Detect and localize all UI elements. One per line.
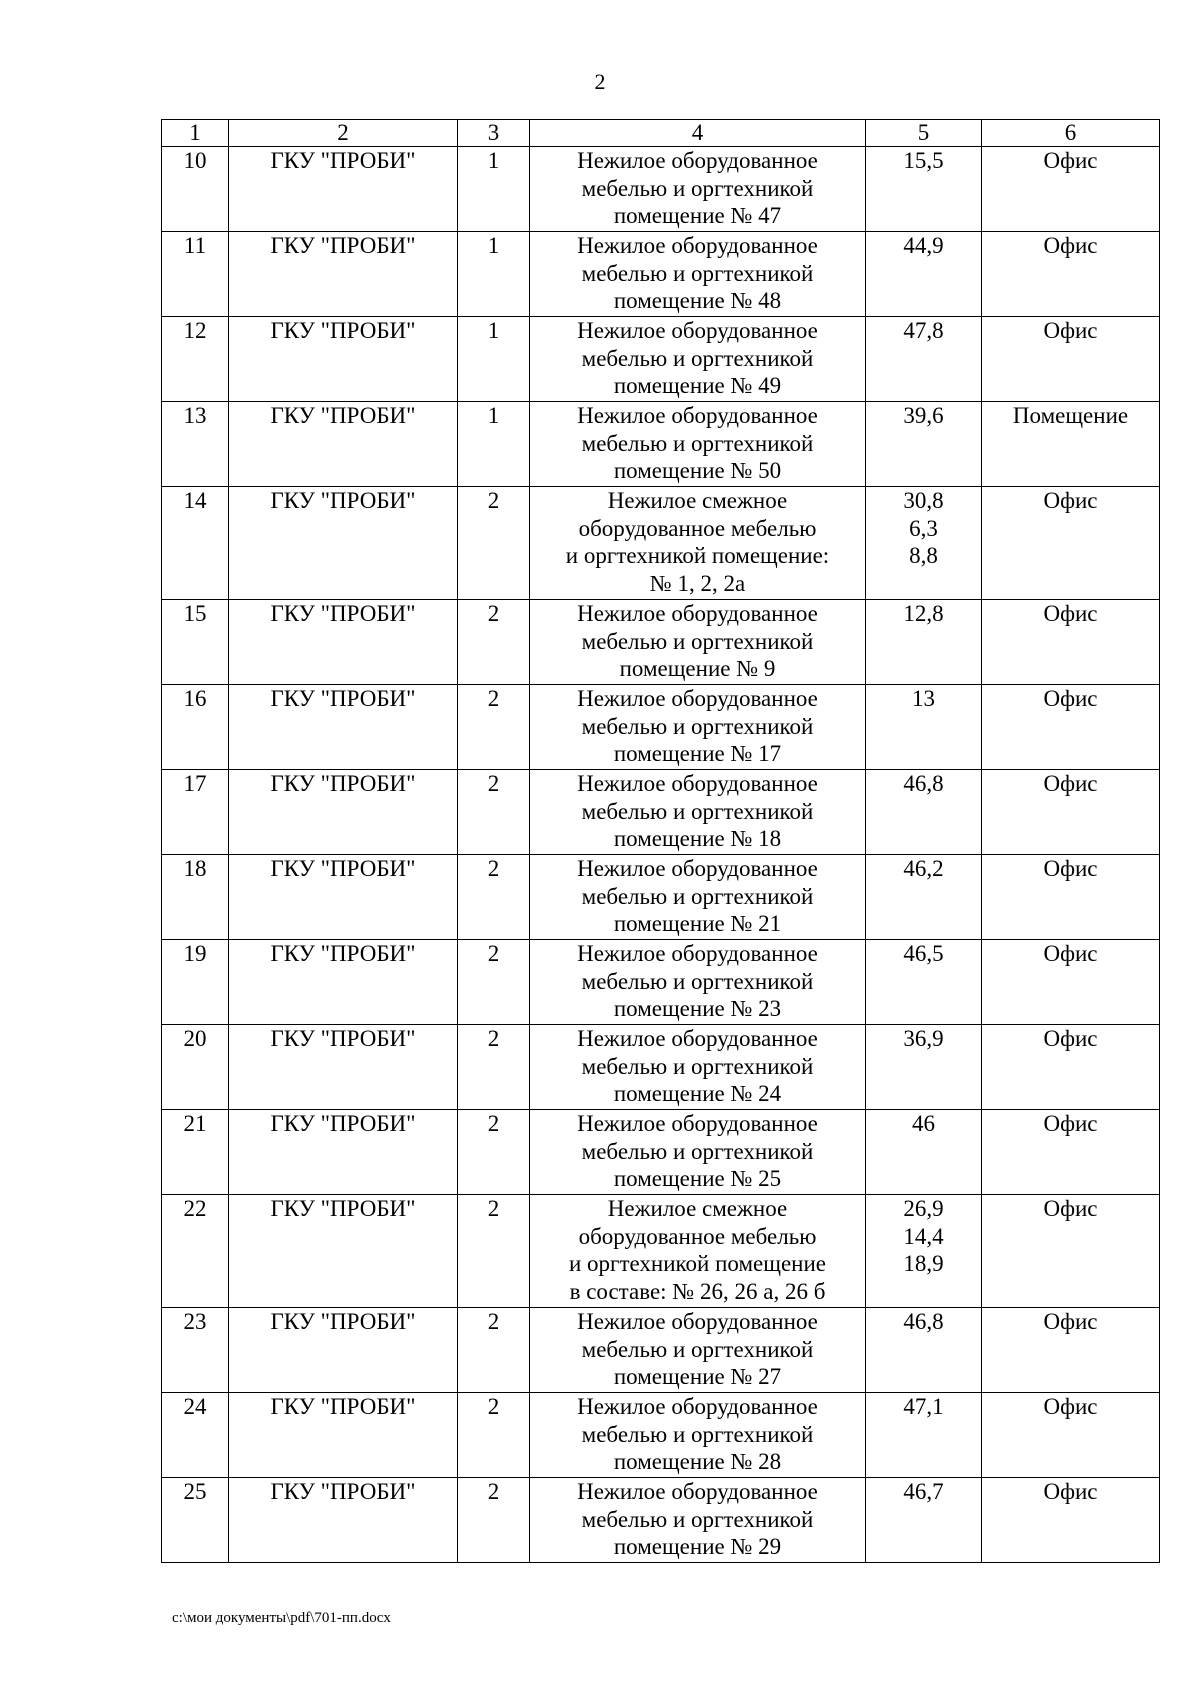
cell-description: Нежилое оборудованное мебелью и оргтехникой помещение № 29 [530,1478,866,1563]
cell-area: 46,8 [866,770,982,855]
cell-organization: ГКУ "ПРОБИ" [229,1195,458,1308]
cell-number: 11 [162,232,229,317]
cell-description: Нежилое оборудованное мебелью и оргтехникой помещение № 28 [530,1393,866,1478]
cell-number: 18 [162,855,229,940]
cell-area: 15,5 [866,147,982,232]
cell-number: 16 [162,685,229,770]
cell-description: Нежилое оборудованное мебелью и оргтехникой помещение № 9 [530,600,866,685]
cell-organization: ГКУ "ПРОБИ" [229,1110,458,1195]
table-row [162,232,1160,317]
cell-organization: ГКУ "ПРОБИ" [229,402,458,487]
cell-area: 39,6 [866,402,982,487]
cell-number: 23 [162,1308,229,1393]
header-col-2: 2 [229,120,458,147]
cell-floor: 2 [458,1110,530,1195]
cell-purpose: Офис [982,147,1160,232]
cell-number: 15 [162,600,229,685]
footer-file-path: c:\мои документы\pdf\701-пп.docx [172,1610,391,1626]
cell-number: 13 [162,402,229,487]
header-row [162,120,1160,147]
cell-area: 26,9 14,4 18,9 [866,1195,982,1308]
cell-purpose: Офис [982,487,1160,600]
cell-description: Нежилое оборудованное мебелью и оргтехникой помещение № 23 [530,940,866,1025]
cell-number: 17 [162,770,229,855]
cell-floor: 2 [458,1478,530,1563]
cell-area: 47,1 [866,1393,982,1478]
cell-description: Нежилое оборудованное мебелью и оргтехникой помещение № 25 [530,1110,866,1195]
cell-purpose: Офис [982,317,1160,402]
cell-purpose: Офис [982,1110,1160,1195]
header-col-5: 5 [866,120,982,147]
table-row [162,487,1160,600]
cell-organization: ГКУ "ПРОБИ" [229,1308,458,1393]
cell-floor: 1 [458,317,530,402]
premises-table [161,119,1160,1563]
cell-floor: 1 [458,147,530,232]
header-col-3: 3 [458,120,530,147]
cell-floor: 2 [458,1025,530,1110]
cell-description: Нежилое оборудованное мебелью и оргтехникой помещение № 27 [530,1308,866,1393]
cell-purpose: Офис [982,770,1160,855]
cell-number: 21 [162,1110,229,1195]
cell-area: 12,8 [866,600,982,685]
cell-description: Нежилое оборудованное мебелью и оргтехникой помещение № 48 [530,232,866,317]
cell-description: Нежилое оборудованное мебелью и оргтехникой помещение № 18 [530,770,866,855]
cell-floor: 2 [458,685,530,770]
cell-organization: ГКУ "ПРОБИ" [229,232,458,317]
cell-floor: 2 [458,1308,530,1393]
table-row [162,685,1160,770]
table-body [162,147,1160,1563]
cell-purpose: Офис [982,1478,1160,1563]
table-row [162,1393,1160,1478]
cell-purpose: Офис [982,232,1160,317]
cell-area: 36,9 [866,1025,982,1110]
cell-purpose: Офис [982,1025,1160,1110]
cell-floor: 2 [458,940,530,1025]
cell-description: Нежилое оборудованное мебелью и оргтехникой помещение № 47 [530,147,866,232]
table-row [162,317,1160,402]
cell-floor: 1 [458,232,530,317]
cell-purpose: Офис [982,1195,1160,1308]
cell-description: Нежилое оборудованное мебелью и оргтехникой помещение № 49 [530,317,866,402]
table-row [162,1025,1160,1110]
cell-description: Нежилое смежное оборудованное мебелью и оргтехникой помещение: № 1, 2, 2а [530,487,866,600]
cell-description: Нежилое оборудованное мебелью и оргтехникой помещение № 17 [530,685,866,770]
cell-area: 44,9 [866,232,982,317]
cell-number: 10 [162,147,229,232]
header-col-1: 1 [162,120,229,147]
table-header [162,120,1160,147]
cell-area: 13 [866,685,982,770]
cell-area: 46,5 [866,940,982,1025]
table-row [162,770,1160,855]
page-number: 2 [594,69,606,94]
cell-organization: ГКУ "ПРОБИ" [229,685,458,770]
table-row [162,600,1160,685]
cell-organization: ГКУ "ПРОБИ" [229,487,458,600]
cell-purpose: Офис [982,1308,1160,1393]
cell-organization: ГКУ "ПРОБИ" [229,147,458,232]
cell-organization: ГКУ "ПРОБИ" [229,770,458,855]
cell-area: 46,2 [866,855,982,940]
cell-description: Нежилое оборудованное мебелью и оргтехникой помещение № 21 [530,855,866,940]
cell-number: 14 [162,487,229,600]
table-row [162,855,1160,940]
cell-description: Нежилое смежное оборудованное мебелью и оргтехникой помещение в составе: № 26, 26 а, 26 б [530,1195,866,1308]
cell-area: 30,8 6,3 8,8 [866,487,982,600]
cell-number: 12 [162,317,229,402]
cell-floor: 2 [458,487,530,600]
cell-number: 19 [162,940,229,1025]
cell-purpose: Офис [982,1393,1160,1478]
cell-number: 25 [162,1478,229,1563]
cell-organization: ГКУ "ПРОБИ" [229,317,458,402]
cell-area: 47,8 [866,317,982,402]
cell-area: 46,8 [866,1308,982,1393]
cell-floor: 1 [458,402,530,487]
table-row [162,1195,1160,1308]
header-col-4: 4 [530,120,866,147]
cell-number: 22 [162,1195,229,1308]
table-row [162,147,1160,232]
cell-floor: 2 [458,855,530,940]
cell-purpose: Офис [982,685,1160,770]
cell-floor: 2 [458,1393,530,1478]
cell-number: 24 [162,1393,229,1478]
cell-purpose: Помещение [982,402,1160,487]
cell-organization: ГКУ "ПРОБИ" [229,1478,458,1563]
cell-organization: ГКУ "ПРОБИ" [229,1025,458,1110]
cell-floor: 2 [458,600,530,685]
cell-organization: ГКУ "ПРОБИ" [229,600,458,685]
table-row [162,402,1160,487]
cell-organization: ГКУ "ПРОБИ" [229,855,458,940]
cell-area: 46,7 [866,1478,982,1563]
cell-purpose: Офис [982,600,1160,685]
table-row [162,940,1160,1025]
cell-organization: ГКУ "ПРОБИ" [229,940,458,1025]
cell-description: Нежилое оборудованное мебелью и оргтехникой помещение № 24 [530,1025,866,1110]
cell-organization: ГКУ "ПРОБИ" [229,1393,458,1478]
cell-purpose: Офис [982,855,1160,940]
cell-floor: 2 [458,1195,530,1308]
cell-area: 46 [866,1110,982,1195]
table-row [162,1110,1160,1195]
cell-number: 20 [162,1025,229,1110]
table-row [162,1478,1160,1563]
header-col-6: 6 [982,120,1160,147]
cell-purpose: Офис [982,940,1160,1025]
cell-floor: 2 [458,770,530,855]
cell-description: Нежилое оборудованное мебелью и оргтехникой помещение № 50 [530,402,866,487]
table-row [162,1308,1160,1393]
